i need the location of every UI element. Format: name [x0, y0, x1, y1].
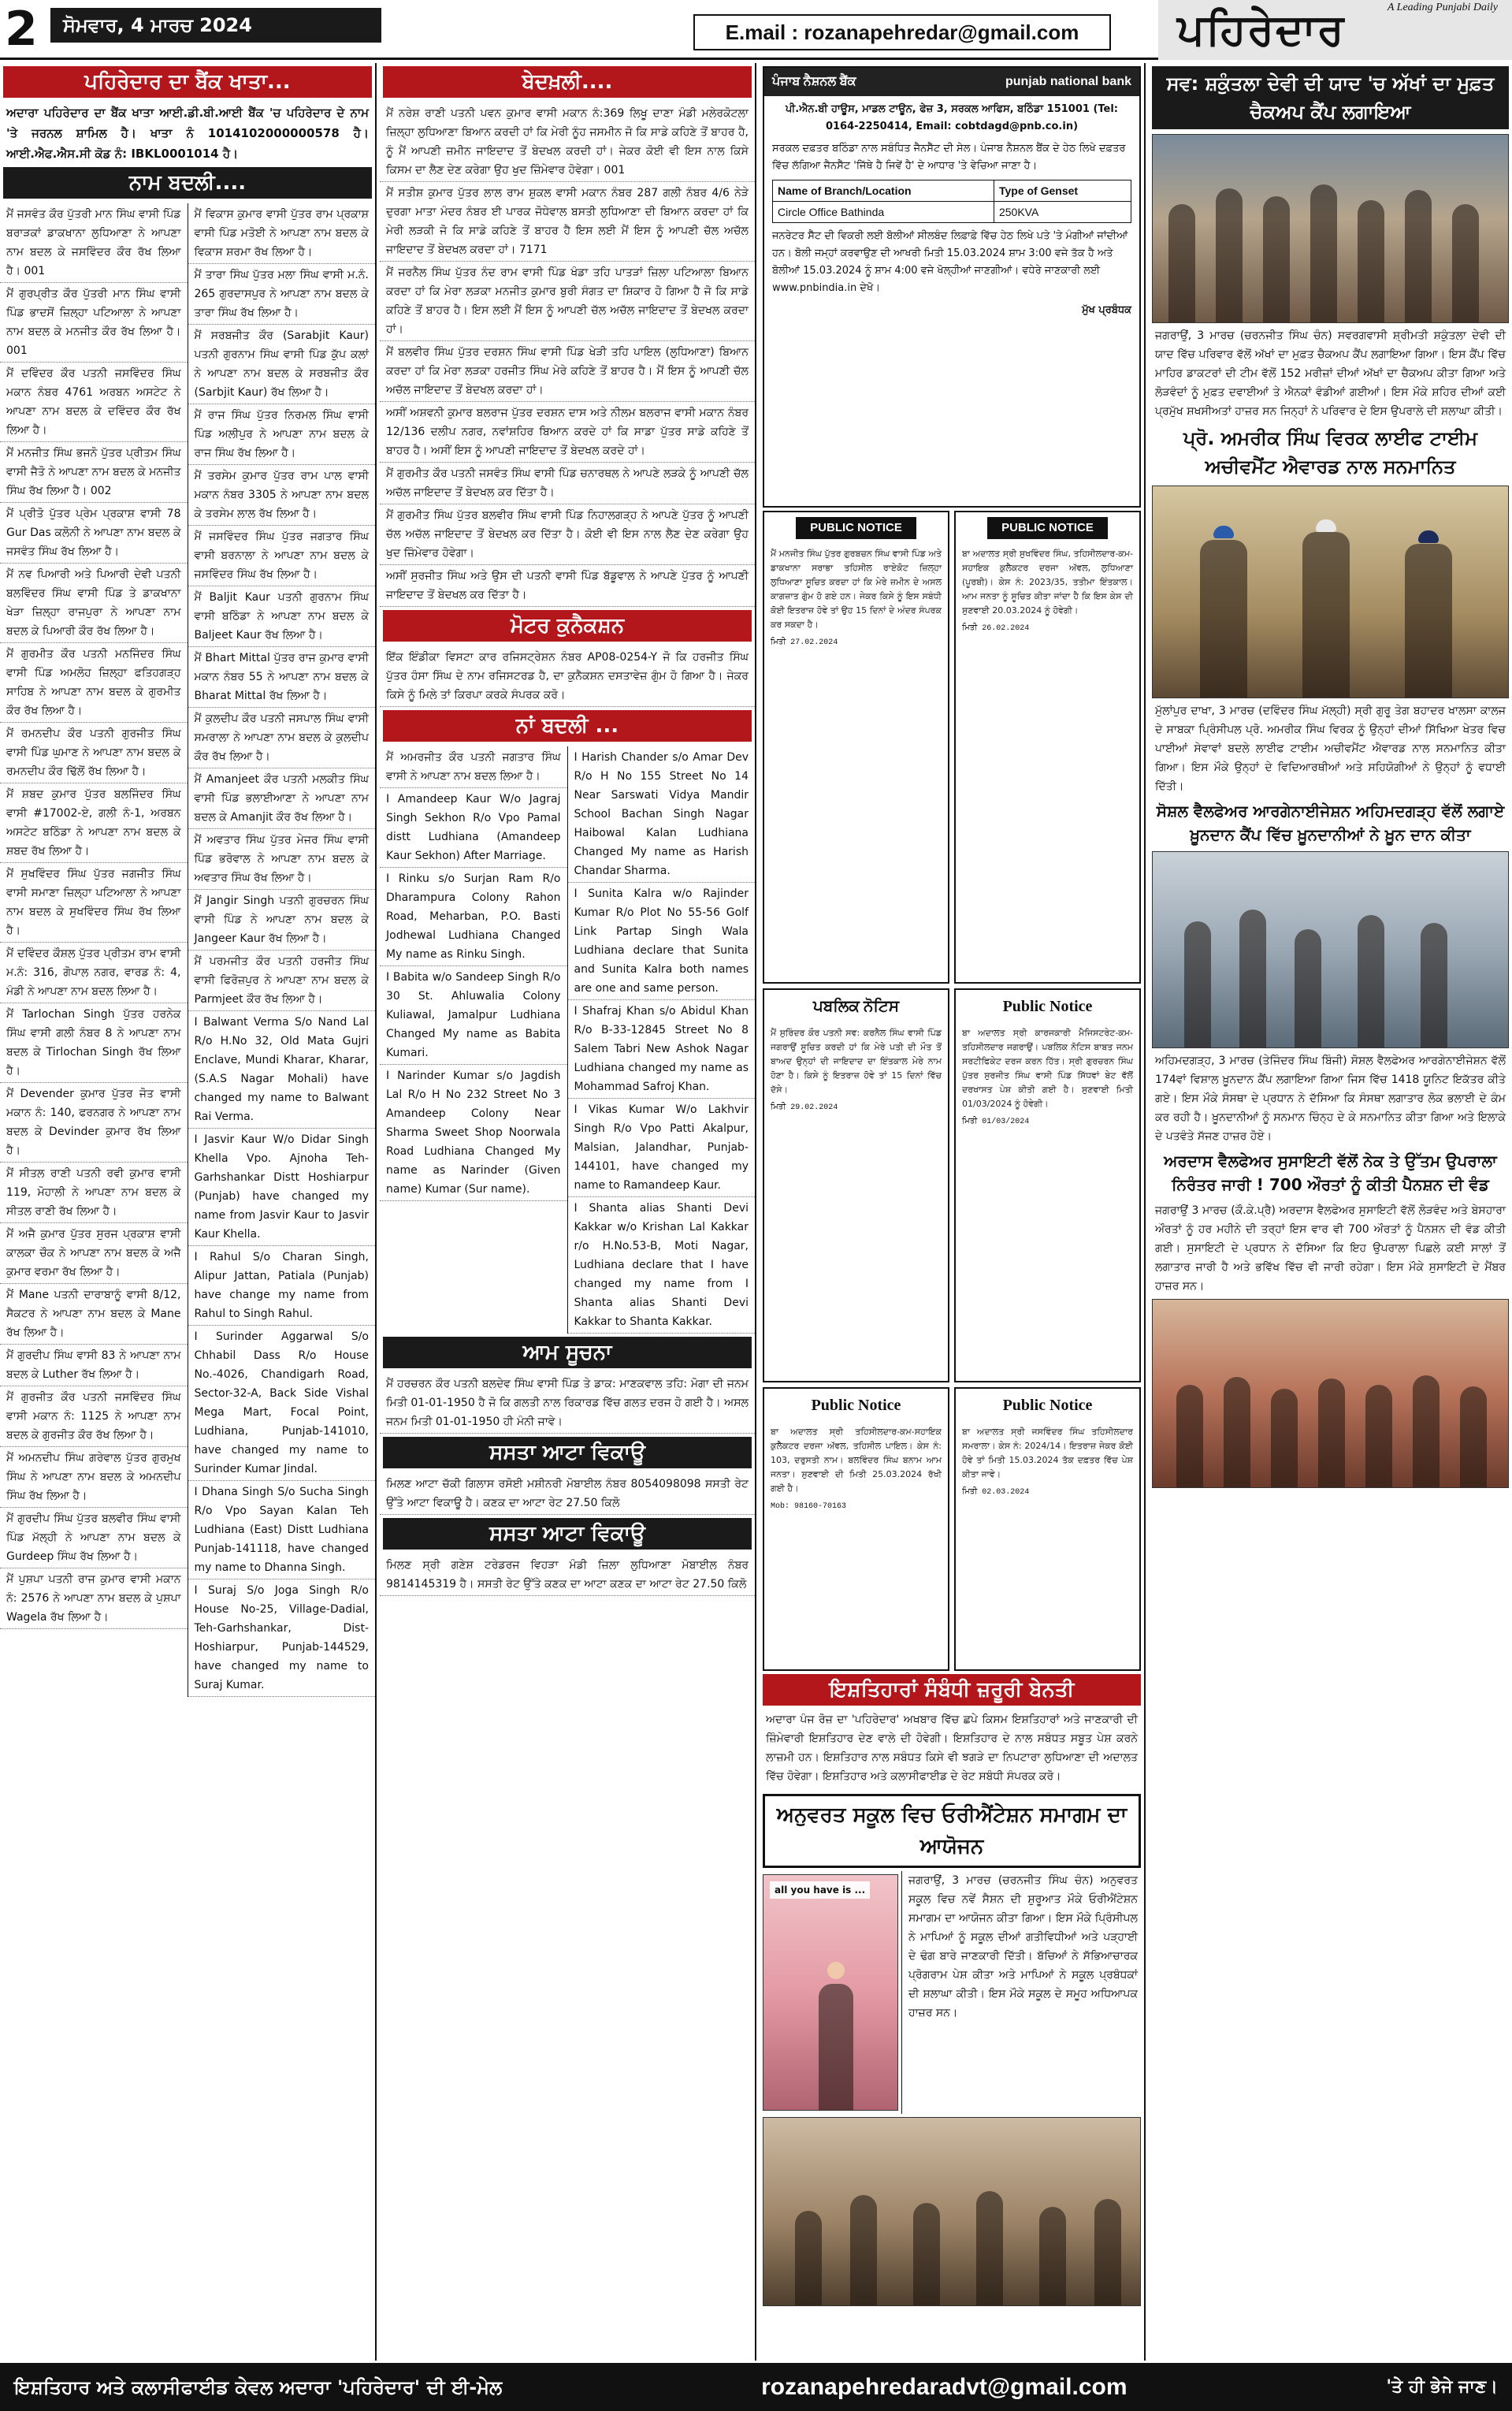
masthead-logo: ਪਹਿਰੇਦਾਰ	[1177, 4, 1346, 54]
table-cell: Circle Office Bathinda	[773, 202, 994, 223]
blood-camp-headline: ਸੋਸ਼ਲ ਵੈਲਫੇਅਰ ਆਰਗੇਨਾਈਜੇਸ਼ਨ ਅਹਿਮਦਗੜ੍ਹ ਵੱਲੋਂ ਲਗਾਏ ਖ਼ੂਨਦਾਨ ਕੈਂਪ ਵਿੱਚ ਖ਼ੂਨਦਾਨੀਆਂ ਨੇ ਖ਼ੂਨ ਦਾਨ ਕੀਤਾ	[1152, 799, 1509, 846]
person-figure	[1365, 1385, 1392, 1487]
list-item: ਮੈਂ ਗੁਰਦੀਪ ਸਿੰਘ ਪੁੱਤਰ ਬਲਵੀਰ ਸਿੰਘ ਵਾਸੀ ਪਿੰਡ ਮੱਲ੍ਹੀ ਨੇ ਆਪਣਾ ਨਾਮ ਬਦਲ ਕੇ Gurdeep ਸਿੰਘ ਰੱਖ ਲਿਆ ਹੈ।	[0, 1508, 188, 1568]
list-item: ਮੈਂ ਪੁਸ਼ਪਾ ਪਤਨੀ ਰਾਜ ਕੁਮਾਰ ਵਾਸੀ ਮਕਾਨ ਨੰ: 2576 ਨੇ ਆਪਣਾ ਨਾਮ ਬਦਲ ਕੇ ਪੁਸ਼ਪਾ Wagela ਰੱਖ ਲਿਆ ਹੈ।	[0, 1568, 188, 1629]
list-item: I Vikas Kumar W/o Lakhvir Singh R/o Vpo Patti Akalpur, Malsian, Jalandhar, Punjab-144101, have changed my name to Ramandeep Kaur.	[568, 1099, 756, 1197]
orientation-photo	[763, 1874, 898, 2111]
list-item: ਮੈਂ ਸ਼ਬਦ ਕੁਮਾਰ ਪੁੱਤਰ ਬਲਜਿੰਦਰ ਸਿੰਘ ਵਾਸੀ #17002-ਏ, ਗਲੀ ਨੰ-1, ਅਰਬਨ ਅਸਟੇਟ ਬਠਿੰਡਾ ਨੇ ਆਪਣਾ ਨਾਮ ਬਦਲ ਕੇ ਸ਼ਬਦ ਰੱਖ ਲਿਆ ਹੈ।	[0, 783, 188, 863]
notice-ref: ਮਿਤੀ 02.03.2024	[962, 1488, 1030, 1497]
blood-camp-text: ਅਹਿਮਦਗੜ੍ਹ, 3 ਮਾਰਚ (ਤੇਜਿੰਦਰ ਸਿੰਘ ਬਿੰਜੀ) ਸੋਸ਼ਲ ਵੈਲਫੇਅਰ ਆਰਗੇਨਾਈਜੇਸ਼ਨ ਵੱਲੋਂ 174ਵਾਂ ਵਿਸ਼ਾਲ ਖ਼ੂਨਦਾਨ ਕੈਂਪ ਲਗਾਇਆ ਗਿਆ ਜਿਸ ਵਿੱਚ 1418 ਯੂਨਿਟ ਇਕੱਤਰ ਕੀਤੇ ਗਏ। ਇਸ ਮੌਕੇ ਸੰਸਥਾ ਦੇ ਪ੍ਰਧਾਨ ਨੇ ਦੱਸਿਆ ਕਿ ਸੰਸਥਾ ਲਗਾਤਾਰ ਲੋਕ ਭਲਾਈ ਦੇ ਕੰਮ ਕਰ ਰਹੀ ਹੈ। ਖ਼ੂਨਦਾਨੀਆਂ ਨੂੰ ਸਨਮਾਨ ਚਿੰਨ੍ਹ ਦੇ ਕੇ ਸਨਮਾਨਿਤ ਕੀਤਾ ਗਿਆ ਅਤੇ ਇਲਾਕੇ ਦੇ ਪਤਵੰਤੇ ਸੱਜਣ ਹਾਜ਼ਰ ਹੋਏ।	[1155, 1055, 1506, 1143]
list-item: ਮੈਂ ਜਸਵੰਤ ਕੌਰ ਪੁੱਤਰੀ ਮਾਨ ਸਿੰਘ ਵਾਸੀ ਪਿੰਡ ਬਰਾੜਕਾਂ ਡਾਕਖਾਨਾ ਲੁਧਿਆਣਾ ਨੇ ਆਪਣਾ ਨਾਮ ਬਦਲ ਕੇ ਜਸਵਿੰਦਰ ਕੌਰ ਰੱਖ ਲਿਆ ਹੈ। 001	[0, 203, 188, 283]
public-notice-grid	[763, 511, 1141, 1671]
person-head	[827, 1962, 845, 1979]
masthead-tagline: A Leading Punjabi Daily	[1387, 2, 1498, 13]
list-item: ਮੈਂ ਤਰਸੇਮ ਕੁਮਾਰ ਪੁੱਤਰ ਰਾਮ ਪਾਲ ਵਾਸੀ ਮਕਾਨ ਨੰਬਰ 3305 ਨੇ ਆਪਣਾ ਨਾਮ ਬਦਲ ਕੇ ਤਰਸੇਮ ਲਾਲ ਰੱਖ ਲਿਆ ਹੈ।	[188, 465, 376, 526]
pnb-intro: ਸਰਕਲ ਦਫ਼ਤਰ ਬਠਿੰਡਾ ਨਾਲ ਸਬੰਧਿਤ ਜੈਨਸੈੱਟ ਦੀ ਸੇਲ। ਪੰਜਾਬ ਨੈਸ਼ਨਲ ਬੈਂਕ ਦੇ ਹੇਠ ਲਿਖੇ ਦਫ਼ਤਰ ਵਿੱਚ ਲੱਗਿਆ ਜੈਨਸੈੱਟ 'ਜਿੱਥੇ ਹੈ ਜਿਵੇਂ ਹੈ' ਦੇ ਆਧਾਰ 'ਤੇ ਵੇਚਿਆ ਜਾਣਾ ਹੈ।	[772, 143, 1126, 172]
flour-sale-heading-2: ਸਸਤਾ ਆਟਾ ਵਿਕਾਊ	[383, 1518, 752, 1550]
photo-caption: all you have is ...	[770, 1881, 870, 1899]
public-notice-card	[763, 511, 949, 984]
notice-title: Public Notice	[1002, 998, 1093, 1015]
notice-title: ਪਬਲਿਕ ਨੋਟਿਸ	[812, 998, 900, 1015]
notice-body: ਬਾ ਅਦਾਲਤ ਸ੍ਰੀ ਤਹਿਸੀਲਦਾਰ-ਕਮ-ਸਹਾਇਕ ਕੁਲੈਕਟਰ ਦਰਜਾ ਅੱਵਲ, ਤਹਿਸੀਲ ਪਾਇਲ। ਕੇਸ ਨੰ: 103, ਦਰੁਸਤੀ ਨਾਮ। ਬਲਵਿੰਦਰ ਸਿੰਘ ਬਨਾਮ ਆਮ ਜਨਤਾ। ਸੁਣਵਾਈ ਦੀ ਮਿਤੀ 25.03.2024 ਰੱਖੀ ਗਈ ਹੈ।	[771, 1427, 942, 1494]
person-figure	[1200, 540, 1247, 698]
list-item: ਮੈਂ ਬਲਵੀਰ ਸਿੰਘ ਪੁੱਤਰ ਦਰਸ਼ਨ ਸਿੰਘ ਵਾਸੀ ਪਿੰਡ ਖੇੜੀ ਤਹਿ ਪਾਇਲ (ਲੁਧਿਆਣਾ) ਬਿਆਨ ਕਰਦਾ ਹਾਂ ਕਿ ਮੇਰਾ ਲੜਕਾ ਹਰਜੀਤ ਸਿੰਘ ਮੇਰੇ ਕਹਿਣੇ ਤੋਂ ਬਾਹਰ ਹੈ। ਮੈਂ ਇਸ ਨੂੰ ਆਪਣੀ ਚੱਲ ਅਚੱਲ ਜਾਇਦਾਦ ਤੋਂ ਬੇਦਖਲ ਕਰਦਾ ਹਾਂ।	[380, 341, 755, 402]
list-item: ਮੈਂ ਅਮਨਦੀਪ ਸਿੰਘ ਗਰੇਵਾਲ ਪੁੱਤਰ ਗੁਰਮੁਖ ਸਿੰਘ ਨੇ ਆਪਣਾ ਨਾਮ ਬਦਲ ਕੇ ਅਮਨਦੀਪ ਸਿੰਘ ਰੱਖ ਲਿਆ ਹੈ।	[0, 1447, 188, 1508]
turban	[1418, 530, 1439, 543]
list-item: ਮੈਂ ਗੁਰਮੀਤ ਕੌਰ ਪਤਨੀ ਜਸਵੰਤ ਸਿੰਘ ਵਾਸੀ ਪਿੰਡ ਚਨਾਰਥਲ ਨੇ ਆਪਣੇ ਲੜਕੇ ਨੂੰ ਆਪਣੀ ਚੱਲ ਅਚੱਲ ਜਾਇਦਾਦ ਤੋਂ ਬੇਦਖਲ ਕਰ ਦਿੱਤਾ ਹੈ।	[380, 463, 755, 504]
notice-ref: Mob: 98160-70163	[771, 1502, 847, 1511]
turban	[1213, 526, 1234, 538]
list-item: I Suraj S/o Joga Singh R/o House No-25, Village-Dadial, Teh-Garhshankar, Dist-Hoshiarpur, Punjab-144529, have changed my name to Suraj Kumar.	[188, 1579, 376, 1697]
person-figure	[1039, 2207, 1066, 2305]
notice-title: PUBLIC NOTICE	[987, 517, 1108, 539]
pension-photo	[1152, 1299, 1509, 1488]
public-notice-card	[954, 511, 1141, 984]
notice-title: Public Notice	[1002, 1397, 1093, 1414]
list-item: ਮੈਂ ਨਵ ਪਿਆਰੀ ਅਤੇ ਪਿਆਰੀ ਦੇਵੀ ਪਤਨੀ ਬਲਵਿੰਦਰ ਸਿੰਘ ਵਾਸੀ ਪਿੰਡ ਤੇ ਡਾਕਖਾਨਾ ਖੇੜਾ ਜ਼ਿਲ੍ਹਾ ਰਾਜਪੁਰਾ ਨੇ ਆਪਣਾ ਨਾਮ ਬਦਲ ਕੇ ਪਿਆਰੀ ਕੌਰ ਰੱਖ ਲਿਆ ਹੈ।	[0, 564, 188, 643]
notice-body: ਮੈਂ ਸੁਰਿੰਦਰ ਕੌਰ ਪਤਨੀ ਸਵ: ਕਰਨੈਲ ਸਿੰਘ ਵਾਸੀ ਪਿੰਡ ਜਗਰਾਉਂ ਸੂਚਿਤ ਕਰਦੀ ਹਾਂ ਕਿ ਮੇਰੇ ਪਤੀ ਦੀ ਮੌਤ ਤੋਂ ਬਾਅਦ ਉਨ੍ਹਾਂ ਦੀ ਜਾਇਦਾਦ ਦਾ ਇੰਤਕਾਲ ਮੇਰੇ ਨਾਮ ਹੋਣਾ ਹੈ। ਕਿਸੇ ਨੂੰ ਇਤਰਾਜ਼ ਹੋਵੇ ਤਾਂ 15 ਦਿਨਾਂ ਵਿੱਚ ਦੱਸੇ।	[771, 1028, 942, 1095]
masthead	[1158, 0, 1512, 60]
notice-body: ਬਾ ਅਦਾਲਤ ਸ੍ਰੀ ਕਾਰਜਕਾਰੀ ਮੈਜਿਸਟਰੇਟ-ਕਮ-ਤਹਿਸੀਲਦਾਰ ਜਗਰਾਉਂ। ਪਬਲਿਕ ਨੋਟਿਸ ਬਾਬਤ ਜਨਮ ਸਰਟੀਫਿਕੇਟ ਦਰਜ ਕਰਨ ਹਿੱਤ। ਸ੍ਰੀ ਗੁਰਚਰਨ ਸਿੰਘ ਪੁੱਤਰ ਸੁਰਜੀਤ ਸਿੰਘ ਵਾਸੀ ਪਿੰਡ ਸਿੱਧਵਾਂ ਬੇਟ ਵੱਲੋਂ ਦਰਖਾਸਤ ਪੇਸ਼ ਕੀਤੀ ਗਈ ਹੈ। ਸੁਣਵਾਈ ਮਿਤੀ 01/03/2024 ਨੂੰ ਹੋਵੇਗੀ।	[962, 1028, 1133, 1109]
eye-camp-photo	[1152, 134, 1509, 323]
blood-camp-photo	[1152, 851, 1509, 1048]
general-notice-heading: ਆਮ ਸੂਚਨਾ	[383, 1337, 752, 1368]
table-header-cell: Type of Genset	[994, 180, 1131, 202]
footer-notice: ਇਸ਼ਤਿਹਾਰ ਅਤੇ ਕਲਾਸੀਫਾਈਡ ਕੇਵਲ ਅਦਾਰਾ 'ਪਹਿਰੇਦਾਰ' ਦੀ ਈ-ਮੇਲ	[14, 2376, 503, 2398]
table-header-row	[773, 180, 1131, 202]
list-item: ਮੈਂ ਸਰਬਜੀਤ ਕੌਰ (Sarabjit Kaur) ਪਤਨੀ ਗੁਰਨਾਮ ਸਿੰਘ ਵਾਸੀ ਪਿੰਡ ਕੁੱਪ ਕਲਾਂ ਨੇ ਆਪਣਾ ਨਾਮ ਬਦਲ ਕੇ ਸਰਬਜੀਤ ਕੌਰ (Sarbjit Kaur) ਰੱਖ ਲਿਆ ਹੈ।	[188, 325, 376, 404]
school-event-photo	[763, 2117, 1141, 2306]
award-photo	[1152, 486, 1509, 698]
pnb-banner	[764, 68, 1139, 96]
list-item: ਮੈਂ ਅਮਰਜੀਤ ਕੌਰ ਪਤਨੀ ਜਗਤਾਰ ਸਿੰਘ ਵਾਸੀ ਨੇ ਆਪਣਾ ਨਾਮ ਬਦਲ ਲਿਆ ਹੈ।	[380, 746, 567, 788]
list-item: I Shafraj Khan s/o Abidul Khan R/o B-33-12845 Street No 8 Salem Tabri New Ashok Nagar Ludhiana changed my name as Mohammad Safroj Khan.	[568, 1000, 756, 1099]
list-item: I Dhana Singh S/o Sucha Singh R/o Vpo Sayan Kalan Teh Ludhiana (East) Distt Ludhiana Punjab-141118, have changed my name to Dhanna Singh.	[188, 1481, 376, 1579]
list-item: ਮੈਂ ਗੁਰਦੀਪ ਸਿੰਘ ਵਾਸੀ 83 ਨੇ ਆਪਣਾ ਨਾਮ ਬਦਲ ਕੇ Luther ਰੱਖ ਲਿਆ ਹੈ।	[0, 1345, 188, 1386]
list-item: I Harish Chander s/o Amar Dev R/o H No 155 Street No 14 Near Sarswati Vidya Mandir School Bachan Singh Nagar Haibowal Kalan Ludhiana Changed My name as Harish Chandar Sharma.	[568, 746, 756, 883]
list-item: ਮੈਂ ਜਰਨੈਲ ਸਿੰਘ ਪੁੱਤਰ ਨੰਦ ਰਾਮ ਵਾਸੀ ਪਿੰਡ ਖੰਡਾ ਤਹਿ ਪਾਤੜਾਂ ਜ਼ਿਲਾ ਪਟਿਆਲਾ ਬਿਆਨ ਕਰਦਾ ਹਾਂ ਕਿ ਮੇਰਾ ਲੜਕਾ ਮਨਜੀਤ ਕੁਮਾਰ ਬੁਰੀ ਸੰਗਤ ਦਾ ਸ਼ਿਕਾਰ ਹੋ ਗਿਆ ਹੈ ਜੋ ਕਿ ਸਾਡੇ ਕਹਿਣੇ ਤੋਂ ਬਾਹਰ ਹੈ। ਇਸ ਲਈ ਮੈਂ ਇਸ ਨੂੰ ਆਪਣੀ ਚੱਲ ਅਚੱਲ ਜਾਇਦਾਦ ਤੋਂ ਬੇਦਖਲ ਕਰਦਾ ਹਾਂ।	[380, 262, 755, 341]
list-item: ਮੈਂ Baljit Kaur ਪਤਨੀ ਗੁਰਨਾਮ ਸਿੰਘ ਵਾਸੀ ਬਠਿੰਡਾ ਨੇ ਆਪਣਾ ਨਾਮ ਬਦਲ ਕੇ Baljeet Kaur ਰੱਖ ਲਿਆ ਹੈ।	[188, 586, 376, 647]
bank-account-text: ਅਦਾਰਾ ਪਹਿਰੇਦਾਰ ਦਾ ਬੈਂਕ ਖਾਤਾ ਆਈ.ਡੀ.ਬੀ.ਆਈ ਬੈਂਕ 'ਚ ਪਹਿਰੇਦਾਰ ਦੇ ਨਾਮ 'ਤੇ ਜਰਨਲ ਸ਼ਾਮਿਲ ਹੈ। ਖਾਤਾ ਨੰ 1014102000000578 ਹੈ। ਆਈ.ਐਫ.ਐਸ.ਸੀ ਕੋਡ ਨੰ: IBKL0001014 ਹੈ।	[6, 106, 369, 161]
person-figure	[1239, 910, 1266, 1047]
person-figure	[1318, 1379, 1345, 1487]
disinheritance-heading: ਬੇਦਖ਼ਲੀ....	[383, 66, 752, 98]
person-figure	[1216, 188, 1243, 322]
name-change-english-right	[567, 746, 756, 1334]
list-item: I Shanta alias Shanti Devi Kakkar w/o Krishan Lal Kakkar r/o H.No.53-B, Moti Nagar, Ludhiana declare that I have changed my name from I Shanta alias Shanti Devi Kakkar to Shanta Kakkar.	[568, 1197, 756, 1334]
list-item: ਅਸੀਂ ਸੁਰਜੀਤ ਸਿੰਘ ਅਤੇ ਉਸ ਦੀ ਪਤਨੀ ਵਾਸੀ ਪਿੰਡ ਬੱਡੂਵਾਲ ਨੇ ਆਪਣੇ ਪੁੱਤਰ ਨੂੰ ਆਪਣੀ ਜਾਇਦਾਦ ਤੋਂ ਬੇਦਖਲ ਕਰ ਦਿੱਤਾ ਹੈ।	[380, 565, 755, 607]
list-item: I Amandeep Kaur W/o Jagraj Singh Sekhon R/o Vpo Pamal distt Ludhiana (Amandeep Kaur Sekhon) After Marriage.	[380, 788, 567, 868]
footer-notice-end: 'ਤੇ ਹੀ ਭੇਜੇ ਜਾਣ।	[1386, 2376, 1498, 2397]
ad-request-text: ਅਦਾਰਾ ਪੰਜ ਰੋਜ਼ ਦਾ 'ਪਹਿਰੇਦਾਰ' ਅਖਬਾਰ ਵਿੱਚ ਛਪੇ ਕਿਸਮ ਇਸ਼ਤਿਹਾਰਾਂ ਅਤੇ ਜਾਣਕਾਰੀ ਦੀ ਜ਼ਿੰਮੇਵਾਰੀ ਇਸ਼ਤਿਹਾਰ ਦੇਣ ਵਾਲੇ ਦੀ ਹੋਵੇਗੀ। ਇਸ਼ਤਿਹਾਰ ਦੇ ਨਾਲ ਸਬੰਧਤ ਸਬੂਤ ਪੇਸ਼ ਕਰਨੇ ਲਾਜ਼ਮੀ ਹਨ। ਇਸ਼ਤਿਹਾਰ ਨਾਲ ਸਬੰਧਤ ਕਿਸੇ ਵੀ ਝਗੜੇ ਦਾ ਨਿਪਟਾਰਾ ਲੁਧਿਆਣਾ ਦੀ ਅਦਾਲਤ ਵਿੱਚ ਹੋਵੇਗਾ। ਇਸ਼ਤਿਹਾਰ ਅਤੇ ਕਲਾਸੀਫਾਈਡ ਦੇ ਰੇਟ ਸਬੰਧੀ ਸੰਪਰਕ ਕਰੋ।	[766, 1713, 1138, 1783]
list-item: ਮੈਂ ਰਾਜ ਸਿੰਘ ਪੁੱਤਰ ਨਿਰਮਲ ਸਿੰਘ ਵਾਸੀ ਪਿੰਡ ਅਲੀਪੁਰ ਨੇ ਆਪਣਾ ਨਾਮ ਬਦਲ ਕੇ ਰਾਜ ਸਿੰਘ ਰੱਖ ਲਿਆ ਹੈ।	[188, 404, 376, 465]
public-notice-card	[954, 1387, 1141, 1671]
notice-ref: ਮਿਤੀ 27.02.2024	[771, 638, 838, 647]
person-figure	[1302, 532, 1350, 698]
list-item: ਮੈਂ ਗੁਰਜੀਤ ਕੌਰ ਪਤਨੀ ਜਸਵਿੰਦਰ ਸਿੰਘ ਵਾਸੀ ਮਕਾਨ ਨੰ: 1125 ਨੇ ਆਪਣਾ ਨਾਮ ਬਦਲ ਕੇ ਗੁਰਜੀਤ ਕੌਰ ਰੱਖ ਲਿਆ ਹੈ।	[0, 1386, 188, 1447]
ad-request-heading: ਇਸ਼ਤਿਹਾਰਾਂ ਸੰਬੰਧੀ ਜ਼ਰੂਰੀ ਬੇਨਤੀ	[763, 1674, 1141, 1706]
person-figure	[1358, 200, 1384, 322]
header-email[interactable]: E.mail : rozanapehredar@gmail.com	[693, 14, 1111, 50]
eye-camp-text: ਜਗਰਾਉਂ, 3 ਮਾਰਚ (ਚਰਨਜੀਤ ਸਿੰਘ ਚੰਨ) ਸਵਰਗਵਾਸੀ ਸ਼੍ਰੀਮਤੀ ਸ਼ਕੁੰਤਲਾ ਦੇਵੀ ਦੀ ਯਾਦ ਵਿੱਚ ਪਰਿਵਾਰ ਵੱਲੋਂ ਅੱਖਾਂ ਦਾ ਮੁਫ਼ਤ ਚੈਕਅਪ ਕੈਂਪ ਲਗਾਇਆ ਗਿਆ। ਇਸ ਕੈਂਪ ਵਿੱਚ ਮਾਹਿਰ ਡਾਕਟਰਾਂ ਦੀ ਟੀਮ ਵੱਲੋਂ 152 ਮਰੀਜ਼ਾਂ ਦੀਆਂ ਅੱਖਾਂ ਦਾ ਚੈਕਅਪ ਕੀਤਾ ਗਿਆ ਅਤੇ ਲੋੜਵੰਦਾਂ ਨੂੰ ਮੁਫ਼ਤ ਦਵਾਈਆਂ ਤੇ ਐਨਕਾਂ ਵੰਡੀਆਂ ਗਈਆਂ। ਇਸ ਮੌਕੇ ਸ਼ਹਿਰ ਦੀਆਂ ਕਈ ਪ੍ਰਮੁੱਖ ਸ਼ਖਸੀਅਤਾਂ ਹਾਜ਼ਰ ਸਨ ਜਿਨ੍ਹਾਂ ਨੇ ਪਰਿਵਾਰ ਦੇ ਇਸ ਉਪਰਾਲੇ ਦੀ ਸ਼ਲਾਘਾ ਕੀਤੀ।	[1155, 329, 1506, 418]
orientation-headline-box	[763, 1794, 1141, 1868]
orientation-story	[760, 1871, 1144, 2114]
pension-headline: ਅਰਦਾਸ ਵੈਲਫੇਅਰ ਸੁਸਾਇਟੀ ਵੱਲੋਂ ਨੇਕ ਤੇ ਉੱਤਮ ਉਪਰਾਲਾ ਨਿਰੰਤਰ ਜਾਰੀ ! 700 ਔਰਤਾਂ ਨੂੰ ਕੀਤੀ ਪੈਨਸ਼ਨ ਦੀ ਵੰਡ	[1152, 1149, 1509, 1196]
list-item: ਮੈਂ Bhart Mittal ਪੁੱਤਰ ਰਾਜ ਕੁਮਾਰ ਵਾਸੀ ਮਕਾਨ ਨੰਬਰ 55 ਨੇ ਆਪਣਾ ਨਾਮ ਬਦਲ ਕੇ Bharat Mittal ਰੱਖ ਲਿਆ ਹੈ।	[188, 647, 376, 708]
table-header-cell: Name of Branch/Location	[773, 180, 994, 202]
general-notice-text: ਮੈਂ ਹਰਚਰਨ ਕੌਰ ਪਤਨੀ ਬਲਦੇਵ ਸਿੰਘ ਵਾਸੀ ਪਿੰਡ ਤੇ ਡਾਕ: ਮਾਣਕਵਾਲ ਤਹਿ: ਮੋਗਾ ਦੀ ਜਨਮ ਮਿਤੀ 01-01-1950 ਹੈ ਜੋ ਕਿ ਗਲਤੀ ਨਾਲ ਰਿਕਾਰਡ ਵਿੱਚ ਗਲਤ ਦਰਜ ਹੋ ਗਈ ਹੈ। ਅਸਲ ਜਨਮ ਮਿਤੀ 01-01-1950 ਹੀ ਮੰਨੀ ਜਾਵੇ।	[380, 1373, 755, 1434]
list-item: I Balwant Verma S/o Nand Lal R/o H.No 32, Old Mata Gujri Enclave, Mundi Kharar, Kharar, (S.A.S Nagar Mohali) have changed my name to Balwant Rai Verma.	[188, 1011, 376, 1129]
person-figure	[1358, 915, 1384, 1047]
list-item: ਮੈਂ ਨਰੇਸ਼ ਰਾਣੀ ਪਤਨੀ ਪਵਨ ਕੁਮਾਰ ਵਾਸੀ ਮਕਾਨ ਨੰ:369 ਲਿਖੂ ਦਾਣਾ ਮੰਡੀ ਮਲੇਰਕੋਟਲਾ ਜ਼ਿਲ੍ਹਾ ਲੁਧਿਆਣਾ ਬਿਆਨ ਕਰਦੀ ਹਾਂ ਕਿ ਮੇਰੀ ਨੂੰਹ ਜਸਮੀਨ ਜੋ ਕਿ ਸਾਡੇ ਕਹਿਣੇ ਤੋਂ ਬਾਹਰ ਹੈ, ਨੂੰ ਮੈਂ ਆਪਣੀ ਜ਼ਮੀਨ ਜਾਇਦਾਦ ਤੋਂ ਬੇਦਖਲ ਕਰਦੀ ਹਾਂ। ਜੇਕਰ ਕੋਈ ਵੀ ਇਸ ਨਾਲ ਕਿਸੇ ਕਿਸਮ ਦਾ ਲੈਣ ਦੇਣ ਕਰੇਗਾ ਉਹ ਖੁਦ ਜ਼ਿੰਮੇਵਾਰ ਹੋਵੇਗਾ। 001	[380, 102, 755, 182]
list-item: ਮੈਂ ਪਰਮਜੀਤ ਕੌਰ ਪਤਨੀ ਹਰਜੀਤ ਸਿੰਘ ਵਾਸੀ ਫਿਰੋਜ਼ਪੁਰ ਨੇ ਆਪਣਾ ਨਾਮ ਬਦਲ ਕੇ Parmjeet ਕੌਰ ਰੱਖ ਲਿਆ ਹੈ।	[188, 951, 376, 1011]
page-footer	[0, 2363, 1512, 2411]
person-figure	[1452, 204, 1479, 322]
list-item: ਮੈਂ ਕੁਲਦੀਪ ਕੌਰ ਪਤਨੀ ਜਸਪਾਲ ਸਿੰਘ ਵਾਸੀ ਸਮਰਾਲਾ ਨੇ ਆਪਣਾ ਨਾਮ ਬਦਲ ਕੇ ਕੁਲਦੀਪ ਕੌਰ ਰੱਖ ਲਿਆ ਹੈ।	[188, 708, 376, 768]
pnb-name-english: punjab national bank	[1005, 75, 1131, 88]
list-item: ਮੈਂ ਜਸਵਿੰਦਰ ਸਿੰਘ ਪੁੱਤਰ ਜਗਤਾਰ ਸਿੰਘ ਵਾਸੀ ਬਰਨਾਲਾ ਨੇ ਆਪਣਾ ਨਾਮ ਬਦਲ ਕੇ ਜਸਵਿੰਦਰ ਸਿੰਘ ਰੱਖ ਲਿਆ ਹੈ।	[188, 526, 376, 586]
page-header	[0, 0, 1512, 60]
name-change-english-list	[380, 746, 755, 1334]
list-item: ਮੈਂ Devender ਕੁਮਾਰ ਪੁੱਤਰ ਜੋਤ ਵਾਸੀ ਮਕਾਨ ਨੰ: 140, ਫਰਨਗਰ ਨੇ ਆਪਣਾ ਨਾਮ ਬਦਲ ਕੇ Devinder ਕੁਮਾਰ ਰੱਖ ਲਿਆ ਹੈ।	[0, 1083, 188, 1163]
table-cell: 250KVA	[994, 202, 1131, 223]
pnb-genset-table	[772, 180, 1131, 223]
person-figure	[1263, 196, 1290, 322]
orientation-photo-wrap	[760, 1871, 901, 2114]
list-item: ਮੈਂ ਗੁਰਮੀਤ ਕੌਰ ਪਤਨੀ ਮਨਜਿੰਦਰ ਸਿੰਘ ਵਾਸੀ ਪਿੰਡ ਅਮਲੋਹ ਜ਼ਿਲ੍ਹਾ ਫਤਿਹਗੜ੍ਹ ਸਾਹਿਬ ਨੇ ਆਪਣਾ ਨਾਮ ਬਦਲ ਕੇ ਗੁਰਮੀਤ ਕੌਰ ਰੱਖ ਲਿਆ ਹੈ।	[0, 643, 188, 723]
name-change-list	[0, 203, 375, 1697]
person-figure	[819, 1984, 853, 2110]
person-figure	[1413, 1375, 1440, 1487]
list-item: I Rinku s/o Surjan Ram R/o Dharampura Colony Rahon Road, Meharban, P.O. Basti Jodhewal Ludhiana Changed My name as Rinku Singh.	[380, 868, 567, 966]
public-notice-card	[763, 988, 949, 1382]
pnb-details: ਜਨਰੇਟਰ ਸੈੱਟ ਦੀ ਵਿਕਰੀ ਲਈ ਬੋਲੀਆਂ ਸੀਲਬੰਦ ਲਿਫ਼ਾਫ਼ੇ ਵਿੱਚ ਹੇਠ ਲਿਖੇ ਪਤੇ 'ਤੇ ਮੰਗੀਆਂ ਜਾਂਦੀਆਂ ਹਨ। ਬੋਲੀ ਜਮ੍ਹਾਂ ਕਰਵਾਉਣ ਦੀ ਆਖਰੀ ਮਿਤੀ 15.03.2024 ਸ਼ਾਮ 3:00 ਵਜੇ ਤੱਕ ਹੈ ਅਤੇ ਬੋਲੀਆਂ 15.03.2024 ਨੂੰ ਸ਼ਾਮ 4:00 ਵਜੇ ਖੋਲ੍ਹੀਆਂ ਜਾਣਗੀਆਂ। ਵਧੇਰੇ ਜਾਣਕਾਰੀ ਲਈ www.pnbindia.in ਦੇਖੋ।	[772, 230, 1128, 294]
award-headline: ਪ੍ਰੋ. ਅਮਰੀਕ ਸਿੰਘ ਵਿਰਕ ਲਾਈਫ ਟਾਈਮ ਅਚੀਵਮੈਂਟ ਐਵਾਰਡ ਨਾਲ ਸਨਮਾਨਿਤ	[1152, 424, 1509, 481]
table-row	[773, 202, 1131, 223]
list-item: ਮੈਂ ਸੁਖਵਿੰਦਰ ਸਿੰਘ ਪੁੱਤਰ ਜਗਜੀਤ ਸਿੰਘ ਵਾਸੀ ਸਮਾਣਾ ਜ਼ਿਲ੍ਹਾ ਪਟਿਆਲਾ ਨੇ ਆਪਣਾ ਨਾਮ ਬਦਲ ਕੇ ਸੁਖਵਿੰਦਰ ਸਿੰਘ ਰੱਖ ਲਿਆ ਹੈ।	[0, 863, 188, 943]
person-figure	[1421, 923, 1447, 1047]
notice-title: Public Notice	[811, 1397, 901, 1414]
orientation-headline: ਅਨੁਵਰਤ ਸਕੂਲ ਵਿਚ ਓਰੀਐਂਟੇਸ਼ਨ ਸਮਾਗਮ ਦਾ ਆਯੋਜਨ	[776, 1803, 1127, 1858]
list-item: I Sunita Kalra w/o Rajinder Kumar R/o Plot No 55-56 Golf Link Partap Singh Wala Ludhiana declare that Sunita and Sunita Kalra both names are one and same person.	[568, 883, 756, 1000]
person-figure	[1310, 184, 1337, 322]
name-change-left-column	[0, 203, 188, 1697]
pnb-genset-ad	[763, 66, 1141, 508]
flour-sale-text-2: ਮਿਲਣ ਸ੍ਰੀ ਗਣੇਸ਼ ਟਰੇਡਰਜ ਵਿਹੜਾ ਮੰਡੀ ਜ਼ਿਲਾ ਲੁਧਿਆਣਾ ਮੋਬਾਈਲ ਨੰਬਰ 9814145319 ਹੈ। ਸਸਤੀ ਰੇਟ ਉੱਤੇ ਕਣਕ ਦਾ ਆਟਾ ਕਣਕ ਦਾ ਆਟਾ ਰੇਟ 27.50 ਕਿਲੋ	[380, 1554, 755, 1596]
person-figure	[1405, 544, 1452, 698]
column-disinheritance-notices	[380, 63, 756, 2361]
page-number: 2	[5, 2, 38, 57]
list-item: ਮੈਂ ਤਾਰਾ ਸਿੰਘ ਪੁੱਤਰ ਮਲਾ ਸਿੰਘ ਵਾਸੀ ਮ.ਨੰ. 265 ਗੁਰਦਾਸਪੁਰ ਨੇ ਆਪਣਾ ਨਾਮ ਬਦਲ ਕੇ ਤਾਰਾ ਸਿੰਘ ਰੱਖ ਲਿਆ ਹੈ।	[188, 264, 376, 325]
list-item: ਮੈਂ Jangir Singh ਪਤਨੀ ਗੁਰਚਰਨ ਸਿੰਘ ਵਾਸੀ ਪਿੰਡ ਨੇ ਆਪਣਾ ਨਾਮ ਬਦਲ ਕੇ Jangeer Kaur ਰੱਖ ਲਿਆ ਹੈ।	[188, 890, 376, 951]
list-item: ਮੈਂ ਗੁਰਪ੍ਰੀਤ ਕੌਰ ਪੁੱਤਰੀ ਮਾਨ ਸਿੰਘ ਵਾਸੀ ਪਿੰਡ ਭਾਦਸੋਂ ਜ਼ਿਲ੍ਹਾ ਪਟਿਆਲਾ ਨੇ ਆਪਣਾ ਨਾਮ ਬਦਲ ਕੇ ਮਨਜੀਤ ਕੌਰ ਰੱਖ ਲਿਆ ਹੈ। 001	[0, 283, 188, 363]
person-figure	[1224, 1377, 1250, 1487]
list-item: ਮੈਂ Amanjeet ਕੌਰ ਪਤਨੀ ਮਲਕੀਤ ਸਿੰਘ ਵਾਸੀ ਪਿੰਡ ਭਲਾਈਆਣਾ ਨੇ ਆਪਣਾ ਨਾਮ ਬਦਲ ਕੇ Amanjit ਕੌਰ ਰੱਖ ਲਿਆ ਹੈ।	[188, 768, 376, 829]
notice-ref: ਮਿਤੀ 26.02.2024	[962, 624, 1030, 633]
list-item: ਮੈਂ ਅਜੈ ਕੁਮਾਰ ਪੁੱਤਰ ਸੁਰਜ ਪ੍ਰਕਾਸ਼ ਵਾਸੀ ਕਾਲਕਾ ਚੌਕ ਨੇ ਆਪਣਾ ਨਾਮ ਬਦਲ ਕੇ ਅਜੈ ਕੁਮਾਰ ਵਰਮਾ ਰੱਖ ਲਿਆ ਹੈ।	[0, 1223, 188, 1284]
list-item: ਮੈਂ ਰਮਨਦੀਪ ਕੌਰ ਪਤਨੀ ਗੁਰਜੀਤ ਸਿੰਘ ਵਾਸੀ ਪਿੰਡ ਘੁਮਾਣ ਨੇ ਆਪਣਾ ਨਾਮ ਬਦਲ ਕੇ ਰਮਨਦੀਪ ਕੌਰ ਢਿੱਲੋਂ ਰੱਖ ਲਿਆ ਹੈ।	[0, 723, 188, 783]
list-item: ਮੈਂ ਸਤੀਸ਼ ਕੁਮਾਰ ਪੁੱਤਰ ਲਾਲ ਰਾਮ ਸ਼ੁਕਲ ਵਾਸੀ ਮਕਾਨ ਨੰਬਰ 287 ਗਲੀ ਨੰਬਰ 4/6 ਨੇੜੇ ਦੁਰਗਾ ਮਾਤਾ ਮੰਦਰ ਨੰਬਰ ਈ ਪਾਰਕ ਜੋਧੇਵਾਲ ਬਸਤੀ ਲੁਧਿਆਣਾ ਦੀ ਬਿਆਨ ਕਰਦਾ ਹਾਂ ਕਿ ਮੇਰੀ ਲੜਕੀ ਜੋ ਕਿ ਸਾਡੇ ਕਹਿਣੇ ਤੋਂ ਬਾਹਰ ਹੈ ਇਸ ਲਈ ਮੈਂ ਇਸ ਨੂੰ ਆਪਣੀ ਚੱਲ ਅਚੱਲ ਜਾਇਦਾਦ ਤੋਂ ਬੇਦਖਲ ਕਰਦਾ ਹਾਂ। 7171	[380, 182, 755, 262]
orientation-text-wrap	[901, 1871, 1144, 2114]
motor-connection-heading: ਮੋਟਰ ਕੁਨੈਕਸ਼ਨ	[383, 610, 752, 642]
list-item: ਮੈਂ Tarlochan Singh ਪੁੱਤਰ ਹਰਨੇਕ ਸਿੰਘ ਵਾਸੀ ਗਲੀ ਨੰਬਰ 8 ਨੇ ਆਪਣਾ ਨਾਮ ਬਦਲ ਕੇ Tirlochan Singh ਰੱਖ ਲਿਆ ਹੈ।	[0, 1003, 188, 1083]
person-figure	[1405, 190, 1432, 322]
list-item: I Narinder Kumar s/o Jagdish Lal R/o H No 232 Street No 3 Amandeep Colony Near Sharma Sweet Shop Noorwala Road Ludhiana Changed My name as Narinder (Given name) Kumar (Sur name).	[380, 1065, 567, 1201]
person-figure	[1271, 1389, 1298, 1487]
notice-body: ਮੈਂ ਮਨਜੀਤ ਸਿੰਘ ਪੁੱਤਰ ਗੁਰਬਚਨ ਸਿੰਘ ਵਾਸੀ ਪਿੰਡ ਅਤੇ ਡਾਕਖਾਨਾ ਸਰਾਭਾ ਤਹਿਸੀਲ ਰਾਏਕੋਟ ਜ਼ਿਲ੍ਹਾ ਲੁਧਿਆਣਾ ਸੂਚਿਤ ਕਰਦਾ ਹਾਂ ਕਿ ਮੇਰੇ ਜ਼ਮੀਨ ਦੇ ਅਸਲ ਕਾਗਜ਼ਾਤ ਗੁੰਮ ਹੋ ਗਏ ਹਨ। ਜੇਕਰ ਕਿਸੇ ਨੂੰ ਇਸ ਸਬੰਧੀ ਕੋਈ ਇਤਰਾਜ਼ ਹੋਵੇ ਤਾਂ ਉਹ 15 ਦਿਨਾਂ ਦੇ ਅੰਦਰ ਸੰਪਰਕ ਕਰ ਸਕਦਾ ਹੈ।	[771, 549, 942, 630]
public-notice-card	[763, 1387, 949, 1671]
list-item: ਮੈਂ ਵਿਕਾਸ ਕੁਮਾਰ ਵਾਸੀ ਪੁੱਤਰ ਰਾਮ ਪ੍ਰਕਾਸ਼ ਵਾਸੀ ਪਿੰਡ ਮਤੋਈ ਨੇ ਆਪਣਾ ਨਾਮ ਬਦਲ ਕੇ ਵਿਕਾਸ ਸ਼ਰਮਾ ਰੱਖ ਲਿਆ ਹੈ।	[188, 203, 376, 264]
name-change-heading: ਨਾਮ ਬਦਲੀ....	[3, 167, 372, 199]
person-figure	[976, 2191, 1003, 2305]
motor-connection-text: ਇੱਕ ਇੰਡੀਕਾ ਵਿਸਟਾ ਕਾਰ ਰਜਿਸਟ੍ਰੇਸ਼ਨ ਨੰਬਰ AP08-0254-Y ਜੋ ਕਿ ਹਰਜੀਤ ਸਿੰਘ ਪੁੱਤਰ ਹੰਸਾ ਸਿੰਘ ਦੇ ਨਾਮ ਰਜਿਸਟਰਡ ਹੈ, ਦਾ ਕੁਨੈਕਸ਼ਨ ਦਸਤਾਵੇਜ਼ ਗੁੰਮ ਹੋ ਗਿਆ ਹੈ। ਜੇਕਰ ਕਿਸੇ ਨੂੰ ਮਿਲੇ ਤਾਂ ਕਿਰਪਾ ਕਰਕੇ ਸੰਪਰਕ ਕਰੋ।	[380, 646, 755, 707]
orientation-text: ਜਗਰਾਉਂ, 3 ਮਾਰਚ (ਚਰਨਜੀਤ ਸਿੰਘ ਚੰਨ) ਅਨੁਵਰਤ ਸਕੂਲ ਵਿਚ ਨਵੇਂ ਸੈਸ਼ਨ ਦੀ ਸ਼ੁਰੂਆਤ ਮੌਕੇ ਓਰੀਐਂਟੇਸ਼ਨ ਸਮਾਗਮ ਦਾ ਆਯੋਜਨ ਕੀਤਾ ਗਿਆ। ਇਸ ਮੌਕੇ ਪ੍ਰਿੰਸੀਪਲ ਨੇ ਮਾਪਿਆਂ ਨੂੰ ਸਕੂਲ ਦੀਆਂ ਗਤੀਵਿਧੀਆਂ ਅਤੇ ਪੜ੍ਹਾਈ ਦੇ ਢੰਗ ਬਾਰੇ ਜਾਣਕਾਰੀ ਦਿੱਤੀ। ਬੱਚਿਆਂ ਨੇ ਸੱਭਿਆਚਾਰਕ ਪ੍ਰੋਗਰਾਮ ਪੇਸ਼ ਕੀਤਾ ਅਤੇ ਮਾਪਿਆਂ ਨੇ ਸਕੂਲ ਪ੍ਰਬੰਧਕਾਂ ਦੀ ਸ਼ਲਾਘਾ ਕੀਤੀ। ਇਸ ਮੌਕੇ ਸਕੂਲ ਦੇ ਸਮੂਹ ਅਧਿਆਪਕ ਹਾਜ਼ਰ ਸਨ।	[908, 1874, 1138, 2019]
person-figure	[1184, 921, 1211, 1047]
pnb-signature: ਮੁੱਖ ਪ੍ਰਬੰਧਕ	[1082, 304, 1131, 316]
notice-ref: ਮਿਤੀ 01/03/2024	[962, 1118, 1030, 1126]
person-figure	[913, 2203, 940, 2305]
flour-sale-text: ਮਿਲਣ ਆਟਾ ਚੱਕੀ ਗਿਲਾਸ ਰਸੋਈ ਮਸ਼ੀਨਰੀ ਮੋਬਾਈਲ ਨੰਬਰ 8054098098 ਸਸਤੀ ਰੇਟ ਉੱਤੇ ਆਟਾ ਵਿਕਾਊ ਹੈ। ਕਣਕ ਦਾ ਆਟਾ ਰੇਟ 27.50 ਕਿਲੋ	[380, 1473, 755, 1515]
pnb-ad-body	[764, 96, 1139, 324]
name-change-english-heading: ਨਾਂ ਬਦਲੀ ...	[383, 710, 752, 742]
award-text: ਮੁੱਲਾਂਪੁਰ ਦਾਖਾ, 3 ਮਾਰਚ (ਦਵਿੰਦਰ ਸਿੰਘ ਮੱਲ੍ਹੀ) ਸ੍ਰੀ ਗੁਰੂ ਤੇਗ ਬਹਾਦਰ ਖਾਲਸਾ ਕਾਲਜ ਦੇ ਸਾਬਕਾ ਪ੍ਰਿੰਸੀਪਲ ਪ੍ਰੋ. ਅਮਰੀਕ ਸਿੰਘ ਵਿਰਕ ਨੂੰ ਉਨ੍ਹਾਂ ਦੀਆਂ ਸਿੱਖਿਆ ਖੇਤਰ ਵਿਚ ਪਾਈਆਂ ਸੇਵਾਵਾਂ ਬਦਲੇ ਲਾਈਫ ਟਾਈਮ ਅਚੀਵਮੈਂਟ ਐਵਾਰਡ ਨਾਲ ਸਨਮਾਨਿਤ ਕੀਤਾ ਗਿਆ। ਇਸ ਮੌਕੇ ਉਨ੍ਹਾਂ ਦੇ ਵਿਦਿਆਰਥੀਆਂ ਅਤੇ ਸਹਿਯੋਗੀਆਂ ਨੇ ਉਨ੍ਹਾਂ ਨੂੰ ਵਧਾਈ ਦਿੱਤੀ।	[1155, 705, 1506, 793]
bank-account-heading: ਪਹਿਰੇਦਾਰ ਦਾ ਬੈਂਕ ਖਾਤਾ...	[3, 66, 372, 98]
column-classifieds-names	[0, 63, 377, 2361]
list-item: I Surinder Aggarwal S/o Chhabil Dass R/o House No.-4026, Chandigarh Road, Sector-32-A, Back Side Vishal Mega Mart, Focal Point, Ludhiana, Punjab-141010, have changed my name to Surinder Kumar Jindal.	[188, 1326, 376, 1481]
column-public-notices	[760, 63, 1146, 2361]
list-item: ਮੈਂ ਮਨਜੀਤ ਸਿੰਘ ਭਜਨੋ ਪੁੱਤਰ ਪ੍ਰੀਤਮ ਸਿੰਘ ਵਾਸੀ ਜੈਤੋ ਨੇ ਆਪਣਾ ਨਾਮ ਬਦਲ ਕੇ ਮਨਜੀਤ ਸਿੰਘ ਰੱਖ ਲਿਆ ਹੈ। 002	[0, 442, 188, 503]
flour-sale-heading: ਸਸਤਾ ਆਟਾ ਵਿਕਾਊ	[383, 1437, 752, 1468]
list-item: I Jasvir Kaur W/o Didar Singh Khella Vpo. Ajnoha Teh-Garhshankar Distt Hoshiarpur (Punjab) have changed my name from Jasvir Kaur to Jasvir Kaur Khella.	[188, 1129, 376, 1246]
person-figure	[1176, 1385, 1203, 1487]
notice-title: PUBLIC NOTICE	[796, 517, 916, 539]
notice-body: ਬਾ ਅਦਾਲਤ ਸ੍ਰੀ ਜਸਵਿੰਦਰ ਸਿੰਘ ਤਹਿਸੀਲਦਾਰ ਸਮਰਾਲਾ। ਕੇਸ ਨੰ: 2024/14। ਇਤਰਾਜ਼ ਜੇਕਰ ਕੋਈ ਹੋਵੇ ਤਾਂ ਮਿਤੀ 15.03.2024 ਤੱਕ ਦਫ਼ਤਰ ਵਿੱਚ ਪੇਸ਼ ਕੀਤਾ ਜਾਵੇ।	[962, 1427, 1133, 1479]
person-figure	[795, 2211, 822, 2305]
person-figure	[1094, 2199, 1121, 2305]
footer-email-link[interactable]: rozanapehredaradvt@gmail.com	[761, 2373, 1127, 2400]
pnb-address: ਪੀ.ਐਨ.ਬੀ ਹਾਊਸ, ਮਾਡਲ ਟਾਊਨ, ਫੇਜ਼ 3, ਸਰਕਲ ਆਫਿਸ, ਬਠਿੰਡਾ 151001 (Tel: 0164-2250414, Email: cobtdagd@pnb.co.in)	[785, 103, 1118, 132]
name-change-english-left	[380, 746, 567, 1334]
list-item: I Rahul S/o Charan Singh, Alipur Jattan, Patiala (Punjab) have change my name from Rahul to Singh Rahul.	[188, 1246, 376, 1326]
pension-text: ਜਗਰਾਉਂ 3 ਮਾਰਚ (ਕੌ.ਕੇ.ਪ੍ਰੈ) ਅਰਦਾਸ ਵੈਲਫੇਅਰ ਸੁਸਾਇਟੀ ਵੱਲੋਂ ਲੋੜਵੰਦ ਅਤੇ ਬੇਸਹਾਰਾ ਔਰਤਾਂ ਨੂੰ ਹਰ ਮਹੀਨੇ ਦੀ ਤਰ੍ਹਾਂ ਇਸ ਵਾਰ ਵੀ 700 ਔਰਤਾਂ ਨੂੰ ਪੈਨਸ਼ਨ ਦੀ ਵੰਡ ਕੀਤੀ ਗਈ। ਸੁਸਾਇਟੀ ਦੇ ਪ੍ਰਧਾਨ ਨੇ ਦੱਸਿਆ ਕਿ ਇਹ ਉਪਰਾਲਾ ਪਿਛਲੇ ਕਈ ਸਾਲਾਂ ਤੋਂ ਲਗਾਤਾਰ ਜਾਰੀ ਹੈ ਅਤੇ ਭਵਿੱਖ ਵਿੱਚ ਵੀ ਜਾਰੀ ਰਹੇਗਾ। ਇਸ ਮੌਕੇ ਸੁਸਾਇਟੀ ਦੇ ਮੈਂਬਰ ਹਾਜ਼ਰ ਸਨ।	[1155, 1204, 1506, 1293]
column-local-news	[1149, 63, 1512, 2361]
list-item: ਮੈਂ ਸੀਤਲ ਰਾਣੀ ਪਤਨੀ ਰਵੀ ਕੁਮਾਰ ਵਾਸੀ 119, ਮੋਹਾਲੀ ਨੇ ਆਪਣਾ ਨਾਮ ਬਦਲ ਕੇ ਸੀਤਲ ਰਾਣੀ ਰੱਖ ਲਿਆ ਹੈ।	[0, 1163, 188, 1223]
person-figure	[850, 2195, 877, 2305]
issue-date: ਸੋਮਵਾਰ, 4 ਮਾਰਚ 2024	[50, 8, 381, 43]
public-notice-card	[954, 988, 1141, 1382]
list-item: ਮੈਂ Mane ਪਤਨੀ ਦਾਰਾਬਾਨੂੰ ਵਾਸੀ 8/12, ਸੈਕਟਰ ਨੇ ਆਪਣਾ ਨਾਮ ਬਦਲ ਕੇ Mane ਰੱਖ ਲਿਆ ਹੈ।	[0, 1284, 188, 1345]
person-figure	[1460, 1386, 1487, 1487]
notice-body: ਬਾ ਅਦਾਲਤ ਸ੍ਰੀ ਸੁਖਵਿੰਦਰ ਸਿੰਘ, ਤਹਿਸੀਲਦਾਰ-ਕਮ-ਸਹਾਇਕ ਕੁਲੈਕਟਰ ਦਰਜਾ ਅੱਵਲ, ਲੁਧਿਆਣਾ (ਪੂਰਬੀ)। ਕੇਸ ਨੰ: 2023/35, ਤਤੀਮਾ ਇੰਤਕਾਲ। ਆਮ ਜਨਤਾ ਨੂੰ ਸੂਚਿਤ ਕੀਤਾ ਜਾਂਦਾ ਹੈ ਕਿ ਇਸ ਕੇਸ ਦੀ ਸੁਣਵਾਈ 20.03.2024 ਨੂੰ ਹੋਵੇਗੀ।	[962, 549, 1133, 616]
list-item: ਮੈਂ ਅਵਤਾਰ ਸਿੰਘ ਪੁੱਤਰ ਮੇਜਰ ਸਿੰਘ ਵਾਸੀ ਪਿੰਡ ਭਰੋਵਾਲ ਨੇ ਆਪਣਾ ਨਾਮ ਬਦਲ ਕੇ ਅਵਤਾਰ ਸਿੰਘ ਰੱਖ ਲਿਆ ਹੈ।	[188, 829, 376, 890]
list-item: ਮੈਂ ਦਵਿੰਦਰ ਕੌਰ ਪਤਨੀ ਜਸਵਿੰਦਰ ਸਿੰਘ ਮਕਾਨ ਨੰਬਰ 4761 ਅਰਬਨ ਅਸਟੇਟ ਨੇ ਆਪਣਾ ਨਾਮ ਬਦਲ ਕੇ ਦਵਿੰਦਰ ਕੌਰ ਰੱਖ ਲਿਆ ਹੈ।	[0, 363, 188, 442]
pnb-name-punjabi: ਪੰਜਾਬ ਨੈਸ਼ਨਲ ਬੈਂਕ	[772, 75, 856, 88]
turban	[1316, 519, 1336, 532]
name-change-right-column	[188, 203, 376, 1697]
list-item: ਅਸੀਂ ਅਸ਼ਵਨੀ ਕੁਮਾਰ ਬਲਰਾਜ ਪੁੱਤਰ ਦਰਸ਼ਨ ਦਾਸ ਅਤੇ ਨੀਲਮ ਬਲਰਾਜ ਵਾਸੀ ਮਕਾਨ ਨੰਬਰ 12/136 ਦਲੀਪ ਨਗਰ, ਨਵਾਂਸ਼ਹਿਰ ਬਿਆਨ ਕਰਦੇ ਹਾਂ ਕਿ ਸਾਡਾ ਪੁੱਤਰ ਸਾਡੇ ਕਹਿਣੇ ਤੋਂ ਬਾਹਰ ਹੈ। ਅਸੀਂ ਇਸ ਨੂੰ ਆਪਣੀ ਜਾਇਦਾਦ ਤੋਂ ਬੇਦਖਲ ਕਰਦੇ ਹਾਂ।	[380, 402, 755, 463]
person-figure	[1168, 204, 1195, 322]
list-item: ਮੈਂ ਪ੍ਰੀਤੋ ਪੁੱਤਰ ਪ੍ਰੇਮ ਪ੍ਰਕਾਸ਼ ਵਾਸੀ 78 Gur Das ਕਲੋਨੀ ਨੇ ਆਪਣਾ ਨਾਮ ਬਦਲ ਕੇ ਜਸਵੰਤ ਸਿੰਘ ਰੱਖ ਲਿਆ ਹੈ।	[0, 503, 188, 564]
person-figure	[1295, 929, 1321, 1047]
list-item: ਮੈਂ ਦਵਿੰਦਰ ਕੌਸ਼ਲ ਪੁੱਤਰ ਪ੍ਰੀਤਮ ਰਾਮ ਵਾਸੀ ਮ.ਨੰ: 316, ਗੋਪਾਲ ਨਗਰ, ਵਾਰਡ ਨੰ: 4, ਮੰਡੀ ਨੇ ਆਪਣਾ ਨਾਮ ਬਦਲ ਲਿਆ ਹੈ।	[0, 943, 188, 1003]
list-item: ਮੈਂ ਗੁਰਮੀਤ ਸਿੰਘ ਪੁੱਤਰ ਬਲਵੀਰ ਸਿੰਘ ਵਾਸੀ ਪਿੰਡ ਨਿਹਾਲਗੜ੍ਹ ਨੇ ਆਪਣੇ ਪੁੱਤਰ ਨੂੰ ਆਪਣੀ ਚੱਲ ਅਚੱਲ ਜਾਇਦਾਦ ਤੋਂ ਬੇਦਖਲ ਕਰ ਦਿੱਤਾ ਹੈ। ਕੋਈ ਵੀ ਇਸ ਨਾਲ ਲੈਣ ਦੇਣ ਕਰੇਗਾ ਉਹ ਖੁਦ ਜ਼ਿੰਮੇਵਾਰ ਹੋਵੇਗਾ।	[380, 504, 755, 565]
list-item: I Babita w/o Sandeep Singh R/o 30 St. Ahluwalia Colony Kuliawal, Jamalpur Ludhiana Changed My name as Babita Kumari.	[380, 966, 567, 1065]
eye-camp-headline: ਸਵ: ਸ਼ਕੁੰਤਲਾ ਦੇਵੀ ਦੀ ਯਾਦ 'ਚ ਅੱਖਾਂ ਦਾ ਮੁਫ਼ਤ ਚੈਕਅਪ ਕੈਂਪ ਲਗਾਇਆ	[1152, 66, 1509, 129]
notice-ref: ਮਿਤੀ 29.02.2024	[771, 1103, 838, 1112]
